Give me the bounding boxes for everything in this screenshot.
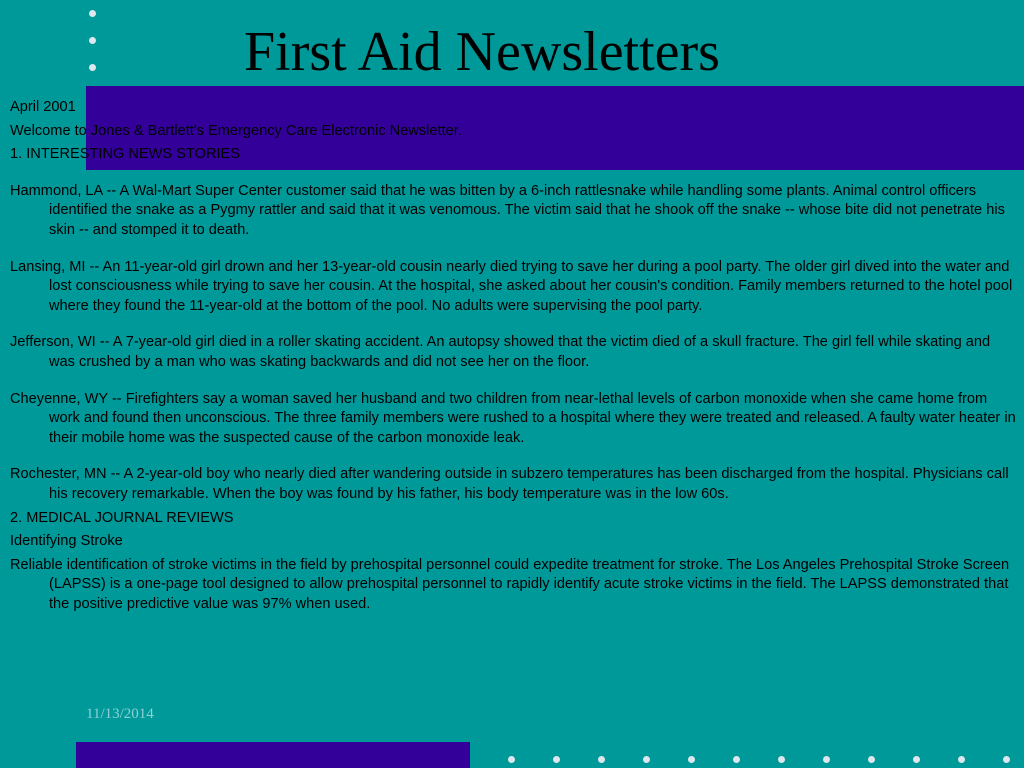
slide-title: First Aid Newsletters (244, 21, 720, 83)
section-heading-news: 1. INTERESTING NEWS STORIES (10, 146, 241, 163)
footer-date: 11/13/2014 (86, 706, 154, 722)
news-story: Rochester, MN -- A 2-year-old boy who nearly died after wandering outside in subzero temperatures has been discharged from the hospital. Physicians call his recovery remarkable. When the boy was found by his father, his body temperature was in the low 60s. (10, 466, 1009, 502)
news-story: Lansing, MI -- An 11-year-old girl drown and her 13-year-old cousin nearly died trying to save her during a pool party. The older girl dived into the water and lost consciousness while trying to save her cousin. At the hospital, she asked about her cousin's condition. Family members returned to the hotel pool where they found the 11-year-old at the bottom of the pool. No adults were supervising the pool party. (10, 258, 1013, 314)
section-heading-journal: 2. MEDICAL JOURNAL REVIEWS (10, 509, 234, 526)
welcome-line: Welcome to Jones & Bartlett's Emergency Care Electronic Newsletter. (10, 122, 462, 139)
news-story: Cheyenne, WY -- Firefighters say a woman saved her husband and two children from near-lethal levels of carbon monoxide when she came home from work and found then unconscious. The three family members were rushed to a hospital where they were treated and released. A faulty water heater in their mobile home was the suspected cause of the carbon monoxide leak. (10, 390, 1016, 446)
journal-review: Reliable identification of stroke victims in the field by prehospital personnel could expedite treatment for stroke. The Los Angeles Prehospital Stroke Screen (LAPSS) is a one-page tool designed to allow prehospital personnel to rapidly identify acute stroke victims in the field. The LAPSS demonstrated that the positive predictive value was 97% when used. (10, 556, 1010, 612)
newsletter-body (10, 98, 1016, 618)
news-story: Jefferson, WI -- A 7-year-old girl died in a roller skating accident. An autopsy showed that the victim died of a skull fracture. The girl fell while skating and was crushed by a man who was skating backwards and did not see her on the floor. (10, 334, 991, 370)
review-subheading: Identifying Stroke (10, 533, 123, 550)
news-story: Hammond, LA -- A Wal-Mart Super Center customer said that he was bitten by a 6-inch rattlesnake while handling some plants. Animal control officers identified the snake as a Pygmy rattler and said that it was venomous. The victim said that he shook off the snake -- whose bite did not penetrate his skin -- and stomped it to death. (10, 182, 1005, 238)
bottom-decorative-band (76, 742, 470, 768)
newsletter-month: April 2001 (10, 99, 76, 115)
